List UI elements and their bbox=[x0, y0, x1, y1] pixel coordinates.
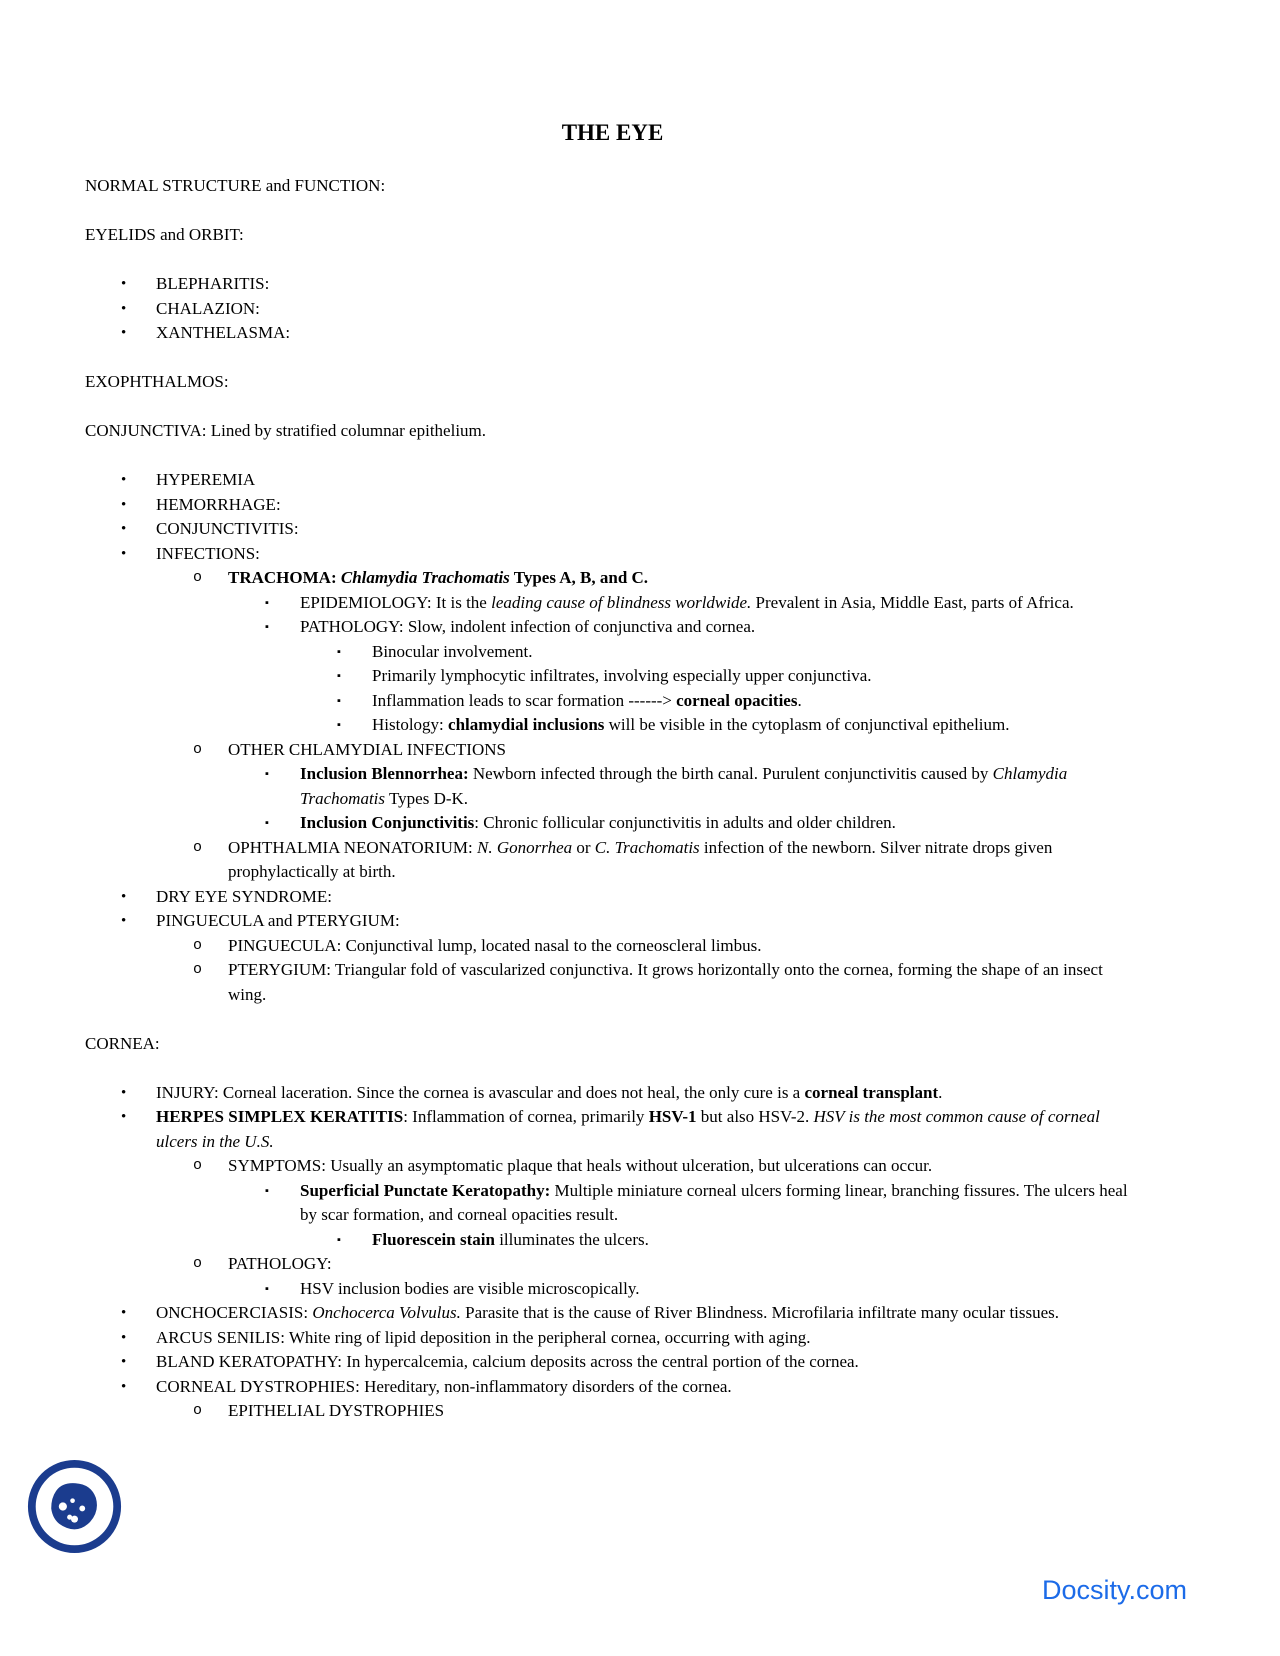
bullet-item-l1 bbox=[85, 272, 1140, 297]
bullet-marker: • bbox=[121, 300, 127, 317]
block-text: OPHTHALMIA NEONATORIUM: N. Gonorrhea or C. Trachomatis infection of the newborn. Silver nitrate drops given prophylactically at birth. bbox=[228, 837, 1053, 881]
bullet-item-l1 bbox=[85, 1081, 1140, 1106]
bullet-item-l4 bbox=[85, 713, 1140, 738]
bullet-item-l3 bbox=[85, 1179, 1140, 1228]
bullet-marker: • bbox=[121, 1109, 127, 1125]
bullet-item-l1 bbox=[85, 1350, 1140, 1375]
bullet-item-l2 bbox=[85, 566, 1140, 591]
block-text: INJURY: Corneal laceration. Since the cornea is avascular and does not heal, the only cure is a corneal transplant. bbox=[156, 1082, 943, 1102]
bullet-item-l1 bbox=[85, 885, 1140, 910]
bullet-item-l2 bbox=[85, 958, 1140, 1007]
block-text: PATHOLOGY: bbox=[228, 1254, 332, 1273]
block-text: Fluorescein stain illuminates the ulcers. bbox=[372, 1229, 649, 1249]
block-text: CONJUNCTIVITIS: bbox=[156, 519, 299, 538]
block-text: HEMORRHAGE: bbox=[156, 494, 281, 514]
bullet-marker: • bbox=[121, 521, 127, 537]
bullet-item-l3 bbox=[85, 762, 1140, 811]
bullet-item-l1 bbox=[85, 321, 1140, 346]
bullet-marker: ▪ bbox=[337, 719, 341, 731]
block-text: CORNEA: bbox=[85, 1033, 160, 1053]
bullet-marker: • bbox=[121, 325, 127, 341]
bullet-item-l1 bbox=[85, 1105, 1140, 1154]
docsity-logo bbox=[26, 1458, 123, 1555]
block-text: PTERYGIUM: Triangular fold of vascularized conjunctiva. It grows horizontally onto the cornea, forming the shape of an insect wing. bbox=[228, 960, 1103, 1004]
bullet-marker: • bbox=[121, 1084, 127, 1101]
bullet-marker: ▪ bbox=[265, 1282, 269, 1295]
block-text: PATHOLOGY: Slow, indolent infection of conjunctiva and cornea. bbox=[300, 617, 756, 636]
block-text: INFECTIONS: bbox=[156, 543, 260, 563]
bullet-item-l1 bbox=[85, 1326, 1140, 1351]
bullet-marker: • bbox=[121, 276, 127, 292]
bullet-item-l4 bbox=[85, 689, 1140, 714]
bullet-marker: • bbox=[121, 496, 127, 513]
bullet-item-l1 bbox=[85, 297, 1140, 322]
bullet-marker: o bbox=[193, 961, 203, 978]
block-text: PINGUECULA and PTERYGIUM: bbox=[156, 911, 400, 930]
block-text: CORNEAL DYSTROPHIES: Hereditary, non-inflammatory disorders of the cornea. bbox=[156, 1376, 732, 1396]
bullet-item-l3 bbox=[85, 1277, 1140, 1302]
bullet-item-l2 bbox=[85, 1399, 1140, 1424]
bullet-marker: • bbox=[121, 1378, 127, 1395]
bullet-item-l3 bbox=[85, 591, 1140, 616]
bullet-item-l1 bbox=[85, 517, 1140, 542]
bullet-marker: ▪ bbox=[337, 1233, 341, 1246]
block-text: CHALAZION: bbox=[156, 298, 260, 318]
bullet-marker: • bbox=[121, 888, 127, 905]
bullet-item-l1 bbox=[85, 468, 1140, 493]
bullet-item-l3 bbox=[85, 811, 1140, 836]
block-text: THE EYE bbox=[561, 120, 664, 145]
bullet-marker: o bbox=[193, 1157, 203, 1174]
block-text: BLAND KERATOPATHY: In hypercalcemia, calcium deposits across the central portion of the cornea. bbox=[156, 1352, 859, 1371]
bullet-marker: o bbox=[193, 838, 203, 856]
block-text: ONCHOCERCIASIS: Onchocerca Volvulus. Parasite that is the cause of River Blindness. Microfilaria infiltrate many ocular tissues. bbox=[156, 1303, 1060, 1322]
section-heading bbox=[85, 174, 1140, 199]
bullet-marker: • bbox=[121, 1329, 127, 1346]
block-text: TRACHOMA: Chlamydia Trachomatis Types A, B, and C. bbox=[228, 568, 649, 587]
bullet-item-l2 bbox=[85, 738, 1140, 763]
bullet-marker: • bbox=[121, 545, 127, 562]
bullet-marker: ▪ bbox=[265, 768, 269, 780]
block-text: Binocular involvement. bbox=[372, 641, 533, 661]
bullet-item-l1 bbox=[85, 542, 1140, 567]
section-heading bbox=[85, 223, 1140, 248]
block-text: HYPEREMIA bbox=[156, 470, 256, 489]
bullet-item-l2 bbox=[85, 836, 1140, 885]
bullet-marker: o bbox=[193, 740, 203, 758]
block-text: Histology: chlamydial inclusions will be visible in the cytoplasm of conjunctival epithelium. bbox=[372, 715, 1010, 734]
block-text: EPIDEMIOLOGY: It is the leading cause of blindness worldwide. Prevalent in Asia, Middle East, parts of Africa. bbox=[300, 592, 1074, 612]
bullet-item-l4 bbox=[85, 640, 1140, 665]
bullet-marker: o bbox=[193, 936, 203, 954]
bullet-marker: ▪ bbox=[265, 621, 269, 633]
docsity-link[interactable]: Docsity.com bbox=[1041, 1575, 1187, 1605]
block-text: OTHER CHLAMYDIAL INFECTIONS bbox=[228, 739, 506, 759]
section-heading bbox=[85, 1032, 1140, 1057]
bullet-item-l1 bbox=[85, 1375, 1140, 1400]
block-text: EXOPHTHALMOS: bbox=[85, 372, 229, 391]
block-text: CONJUNCTIVA: Lined by stratified columnar epithelium. bbox=[85, 421, 487, 440]
block-text: HERPES SIMPLEX KERATITIS: Inflammation of cornea, primarily HSV-1 but also HSV-2. HSV is the most common cause of corneal ulcers in the U.S. bbox=[156, 1107, 1100, 1151]
block-text: XANTHELASMA: bbox=[156, 323, 291, 342]
block-text: BLEPHARITIS: bbox=[156, 274, 270, 293]
block-text: Superficial Punctate Keratopathy: Multiple miniature corneal ulcers forming linear, branching fissures. The ulcers heal by scar formation, and corneal opacities result. bbox=[300, 1180, 1128, 1224]
bullet-marker: • bbox=[121, 1305, 127, 1321]
block-text: SYMPTOMS: Usually an asymptomatic plaque that heals without ulceration, but ulcerations can occur. bbox=[228, 1156, 933, 1175]
bullet-item-l4 bbox=[85, 664, 1140, 689]
block-text: EYELIDS and ORBIT: bbox=[85, 225, 244, 244]
bullet-marker: ▪ bbox=[337, 645, 341, 658]
bullet-item-l1 bbox=[85, 493, 1140, 518]
bullet-marker: ▪ bbox=[265, 1184, 269, 1197]
block-text: Inclusion Blennorrhea: Newborn infected through the birth canal. Purulent conjunctivitis caused by Chlamydia Trachomatis Types D-K. bbox=[300, 764, 1068, 808]
bullet-item-l2 bbox=[85, 934, 1140, 959]
block-text: ARCUS SENILIS: White ring of lipid deposition in the peripheral cornea, occurring with aging. bbox=[156, 1327, 811, 1347]
block-text: Inclusion Conjunctivitis: Chronic follicular conjunctivitis in adults and older children. bbox=[300, 813, 896, 832]
bullet-item-l1 bbox=[85, 1301, 1140, 1326]
block-text: DRY EYE SYNDROME: bbox=[156, 886, 332, 906]
bullet-marker: ▪ bbox=[337, 670, 341, 682]
bullet-item-l2 bbox=[85, 1252, 1140, 1277]
doc-title bbox=[85, 118, 1140, 148]
bullet-marker: • bbox=[121, 472, 127, 488]
bullet-item-l2 bbox=[85, 1154, 1140, 1179]
bullet-marker: ▪ bbox=[337, 694, 341, 707]
section-heading bbox=[85, 370, 1140, 395]
block-text: EPITHELIAL DYSTROPHIES bbox=[228, 1401, 445, 1420]
bullet-item-l1 bbox=[85, 909, 1140, 934]
bullet-marker: • bbox=[121, 1354, 127, 1370]
bullet-marker: o bbox=[193, 569, 203, 586]
block-text: Inflammation leads to scar formation ------> corneal opacities. bbox=[372, 690, 802, 710]
bullet-item-l4 bbox=[85, 1228, 1140, 1253]
block-text: HSV inclusion bodies are visible microscopically. bbox=[300, 1278, 640, 1298]
bullet-marker: ▪ bbox=[265, 596, 269, 609]
bullet-item-l3 bbox=[85, 615, 1140, 640]
block-text: Primarily lymphocytic infiltrates, involving especially upper conjunctiva. bbox=[372, 666, 872, 685]
bullet-marker: • bbox=[121, 913, 127, 929]
bullet-marker: ▪ bbox=[265, 817, 269, 829]
block-text: PINGUECULA: Conjunctival lump, located nasal to the corneoscleral limbus. bbox=[228, 935, 762, 955]
section-heading bbox=[85, 419, 1140, 444]
docsity-logo-icon bbox=[26, 1458, 123, 1555]
bullet-marker: o bbox=[193, 1255, 203, 1272]
bullet-marker: o bbox=[193, 1402, 203, 1419]
block-text: NORMAL STRUCTURE and FUNCTION: bbox=[85, 176, 386, 195]
